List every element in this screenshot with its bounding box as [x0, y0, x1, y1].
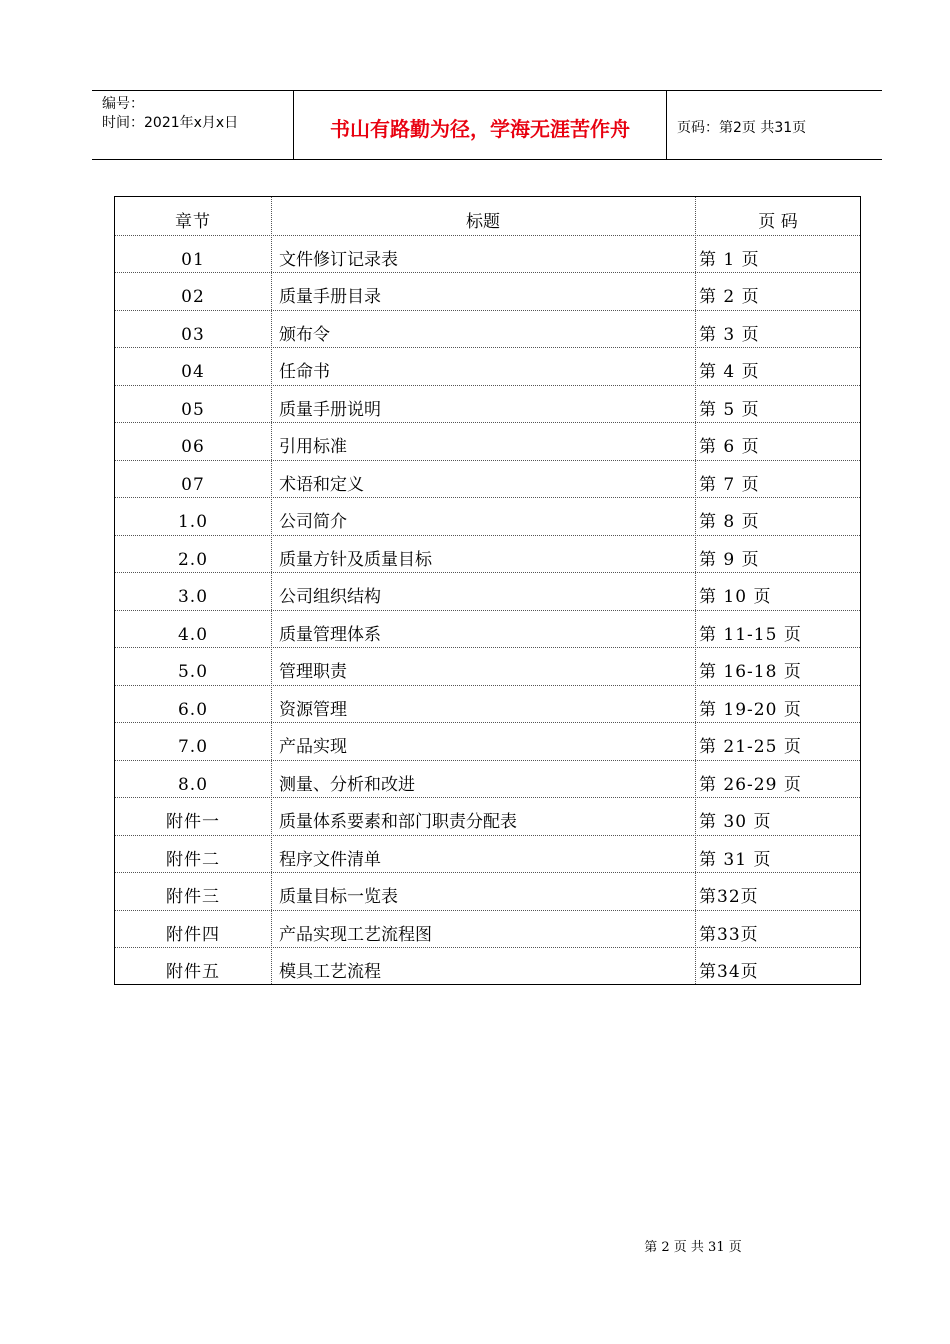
toc-chapter: 4.0	[177, 624, 209, 645]
toc-title: 术语和定义	[279, 474, 364, 495]
header-page-cell	[667, 91, 882, 159]
page-header	[92, 90, 882, 160]
toc-row	[115, 572, 860, 611]
toc-row	[115, 685, 860, 724]
table-of-contents	[114, 196, 861, 985]
toc-page: 第 6 页	[699, 437, 760, 457]
toc-page: 第 2 页	[699, 287, 760, 307]
toc-title: 质量方针及质量目标	[279, 549, 432, 570]
footer-page-number: 第 2 页 共 31 页	[644, 1240, 742, 1255]
toc-chapter: 附件五	[166, 962, 220, 982]
toc-page: 第 30 页	[699, 812, 772, 832]
toc-chapter: 2.0	[177, 549, 209, 570]
toc-title: 质量手册说明	[279, 399, 381, 420]
toc-row	[115, 347, 860, 386]
toc-title: 颁布令	[279, 324, 330, 345]
toc-row	[115, 422, 860, 461]
toc-page: 第 5 页	[699, 399, 760, 420]
toc-row	[115, 722, 860, 761]
header-motto: 书山有路勤为径，学海无涯苦作舟	[330, 117, 630, 141]
toc-header-row	[115, 197, 860, 236]
toc-page: 第 4 页	[699, 362, 760, 382]
toc-row	[115, 235, 860, 274]
toc-title: 产品实现工艺流程图	[279, 924, 432, 945]
toc-row	[115, 497, 860, 536]
toc-title: 程序文件清单	[279, 849, 381, 870]
toc-page: 第 9 页	[699, 549, 760, 570]
toc-title: 引用标准	[279, 437, 347, 457]
toc-chapter: 06	[181, 437, 205, 457]
toc-row	[115, 535, 860, 574]
toc-row	[115, 310, 860, 349]
toc-title: 文件修订记录表	[279, 249, 398, 270]
toc-title: 任命书	[279, 362, 330, 382]
toc-row	[115, 910, 860, 949]
toc-page: 第 26-29 页	[699, 774, 802, 795]
toc-title: 公司组织结构	[279, 587, 381, 607]
toc-row	[115, 647, 860, 686]
toc-row	[115, 835, 860, 874]
toc-row	[115, 385, 860, 424]
toc-chapter: 7.0	[177, 737, 209, 757]
toc-chapter: 03	[181, 324, 205, 345]
toc-title: 质量体系要素和部门职责分配表	[279, 812, 517, 832]
toc-chapter: 6.0	[177, 699, 209, 720]
toc-row	[115, 760, 860, 799]
toc-page: 第 16-18 页	[699, 662, 802, 682]
toc-page: 第34页	[699, 962, 759, 982]
toc-page: 第 21-25 页	[699, 737, 802, 757]
toc-title: 资源管理	[279, 699, 347, 720]
toc-chapter: 附件四	[166, 924, 220, 945]
toc-chapter: 3.0	[177, 587, 209, 607]
toc-header-title: 标题	[466, 212, 500, 232]
toc-title: 质量管理体系	[279, 624, 381, 645]
toc-title: 质量目标一览表	[279, 887, 398, 907]
page-footer	[0, 1236, 950, 1255]
toc-row	[115, 947, 860, 985]
toc-page: 第 1 页	[699, 249, 760, 270]
toc-chapter: 07	[181, 474, 205, 495]
toc-title: 测量、分析和改进	[279, 774, 415, 795]
toc-row	[115, 272, 860, 311]
toc-page: 第 7 页	[699, 474, 760, 495]
toc-chapter: 5.0	[177, 662, 209, 682]
toc-page: 第 11-15 页	[699, 624, 802, 645]
toc-chapter: 附件二	[166, 849, 220, 870]
toc-page: 第33页	[699, 924, 759, 945]
toc-chapter: 01	[181, 249, 205, 270]
toc-row	[115, 797, 860, 836]
toc-row	[115, 872, 860, 911]
toc-page: 第32页	[699, 887, 759, 907]
header-info-cell	[92, 91, 294, 159]
toc-page: 第 31 页	[699, 849, 772, 870]
toc-chapter: 1.0	[177, 512, 209, 532]
toc-chapter: 05	[181, 399, 205, 420]
toc-title: 公司简介	[279, 512, 347, 532]
document-number-label: 编号：	[102, 96, 144, 112]
toc-title: 模具工艺流程	[279, 962, 381, 982]
toc-chapter: 04	[181, 362, 205, 382]
toc-chapter: 02	[181, 287, 205, 307]
toc-chapter: 8.0	[177, 774, 209, 795]
toc-row	[115, 610, 860, 649]
header-motto-cell	[294, 91, 667, 159]
toc-title: 产品实现	[279, 737, 347, 757]
toc-chapter: 附件一	[166, 812, 220, 832]
toc-page: 第 10 页	[699, 587, 772, 607]
toc-title: 质量手册目录	[279, 287, 381, 307]
toc-chapter: 附件三	[166, 887, 220, 907]
toc-title: 管理职责	[279, 662, 347, 682]
toc-page: 第 3 页	[699, 324, 760, 345]
toc-row	[115, 460, 860, 499]
document-date: 时间：2021年x月x日	[102, 115, 239, 131]
header-page-number: 页码：第2页 共31页	[677, 120, 807, 136]
toc-page: 第 19-20 页	[699, 699, 802, 720]
toc-page: 第 8 页	[699, 512, 760, 532]
toc-header-chapter: 章节	[175, 212, 211, 232]
toc-header-page: 页 码	[758, 212, 798, 232]
